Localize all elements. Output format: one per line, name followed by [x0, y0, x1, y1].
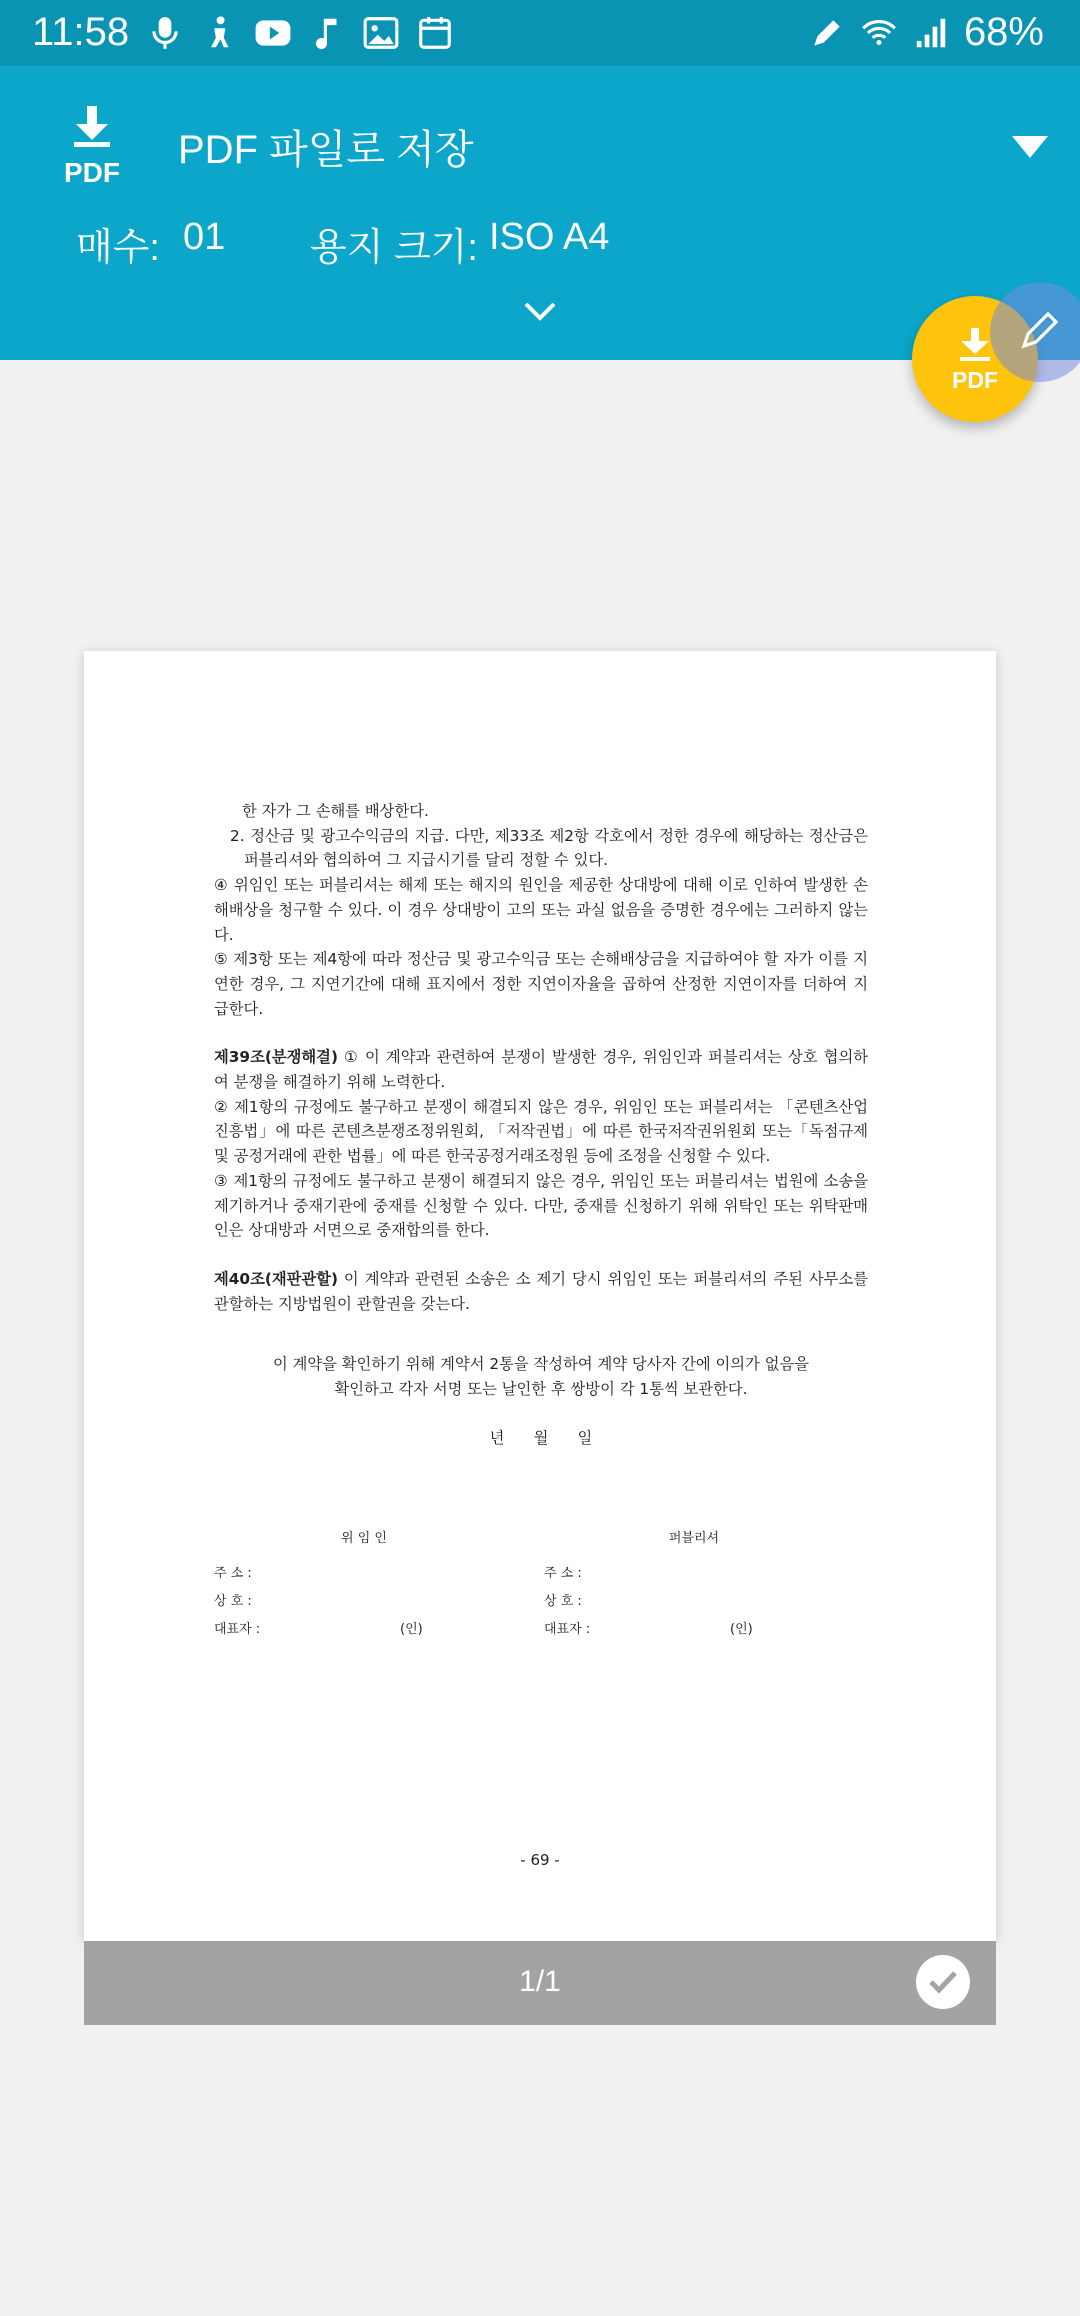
seal-mark: (인) — [730, 1622, 753, 1637]
closing-line-1: 이 계약을 확인하기 위해 계약서 2통을 작성하여 계약 당사자 간에 이의가 없음을 — [272, 1355, 810, 1374]
paper-size-label: 용지 크기: — [310, 227, 478, 269]
page-footer — [84, 1941, 996, 2025]
party-1: 위 임 인 주 소 : 상 호 : 대표자 : (인) — [214, 1527, 514, 1646]
party-2: 퍼블리셔 주 소 : 상 호 : 대표자 : (인) — [544, 1527, 844, 1646]
mic-icon — [146, 14, 184, 52]
svg-text:PDF: PDF — [64, 157, 120, 186]
edit-pen-icon — [808, 14, 846, 52]
article-39: 제39조(분쟁해결) ① 이 계약과 관련하여 분쟁이 발생한 경우, 위임인과 퍼블리셔는 상호 협의하여 분쟁을 해결하기 위해 노력한다. — [214, 1048, 868, 1092]
seal-mark: (인) — [400, 1622, 423, 1637]
wifi-icon — [860, 14, 898, 52]
notification-icons — [146, 14, 454, 52]
youtube-icon — [254, 14, 292, 52]
date-line: 년 월 일 — [489, 1428, 593, 1447]
battery-percent: 68% — [963, 10, 1044, 54]
status-right — [808, 10, 1044, 55]
status-bar — [0, 0, 1080, 66]
signal-icon — [912, 14, 950, 52]
article-39-title: 제39조(분쟁해결) — [214, 1048, 338, 1067]
chevron-down-icon[interactable] — [520, 298, 560, 324]
article-40-title: 제40조(재판관할) — [214, 1269, 338, 1288]
calendar-icon — [416, 14, 454, 52]
page-preview[interactable] — [84, 651, 996, 1941]
doc-line: 2. 정산금 및 광고수익금의 지급. 다만, 제33조 제2항 각호에서 정한 경우에 해당하는 정산금은 퍼블리셔와 협의하여 그 지급시기를 달리 정할 수 있다. — [230, 826, 868, 870]
doc-line: 한 자가 그 손해를 배상한다. — [242, 802, 429, 820]
printer-dropdown-icon[interactable] — [1012, 136, 1048, 158]
svg-text:PDF: PDF — [952, 367, 998, 390]
article-39-p3: ③ 제1항의 규정에도 불구하고 분쟁이 해결되지 않은 경우, 위임인 또는 퍼블리셔는 법원에 소송을 제기하거나 중재기관에 중재를 신청할 수 있다. 다만, 중재를 신청하기 위해 위탁인 또는 위탁판매인은 상대방과 서면으로 중재합의를 한다. — [214, 1171, 868, 1240]
copies-label: 매수: — [76, 227, 160, 269]
page-select-checkbox[interactable] — [916, 1955, 970, 2009]
document-text — [214, 799, 868, 1450]
paper-size-value[interactable]: ISO A4 — [489, 216, 610, 258]
accessibility-icon — [200, 14, 238, 52]
article-40: 제40조(재판관할) 이 계약과 관련된 소송은 소 제기 당시 위임인 또는 퍼블리셔의 주된 사무소를 관할하는 지방법원이 관할권을 갖는다. — [214, 1269, 868, 1313]
page-indicator: 1/1 — [519, 1965, 561, 1998]
status-time: 11:58 — [32, 10, 130, 54]
party-1-title: 위 임 인 — [341, 1531, 387, 1546]
pdf-download-icon — [56, 102, 128, 186]
article-39-p2: ② 제1항의 규정에도 불구하고 분쟁이 해결되지 않은 경우, 위임인 또는 퍼블리셔는 「콘텐츠산업진흥법」에 따른 콘텐츠분쟁조정위원회, 「저작권법」에 따른 한국저작권위원회 또는「독점규제 및 공정거래에 관한 법률」에 따른 한국공정거래조정원 등에 조정을 신청할 수 있다. — [214, 1097, 868, 1166]
party-2-title: 퍼블리셔 — [668, 1531, 720, 1546]
pencil-icon — [1016, 306, 1064, 354]
music-icon — [308, 14, 346, 52]
check-icon — [928, 1969, 958, 1995]
doc-line: ⑤ 제3항 또는 제4항에 따라 정산금 및 광고수익금 또는 손해배상금을 지급하여야 할 자가 이를 지연한 경우, 그 지연기간에 대해 표지에서 정한 지연이자율을 곱하여 산정한 지연이자를 더하여 지급한다. — [214, 950, 868, 1018]
gallery-icon — [362, 14, 400, 52]
printer-select[interactable]: PDF 파일로 저장 — [178, 128, 474, 172]
doc-line: ④ 위임인 또는 퍼블리셔는 해제 또는 해지의 원인을 제공한 상대방에 대해 이로 인하여 발생한 손해배상을 청구할 수 있다. 이 경우 상대방이 고의 또는 과실 없음을 증명한 경우에는 그러하지 않는다. — [214, 876, 868, 944]
print-header — [0, 66, 1080, 360]
copies-value[interactable]: 01 — [183, 216, 226, 258]
document-page-number: - 69 - — [520, 1851, 560, 1869]
floating-edit-button[interactable] — [990, 282, 1080, 382]
closing-line-2: 확인하고 각자 서명 또는 날인한 후 쌍방이 각 1통씩 보관한다. — [334, 1380, 748, 1399]
